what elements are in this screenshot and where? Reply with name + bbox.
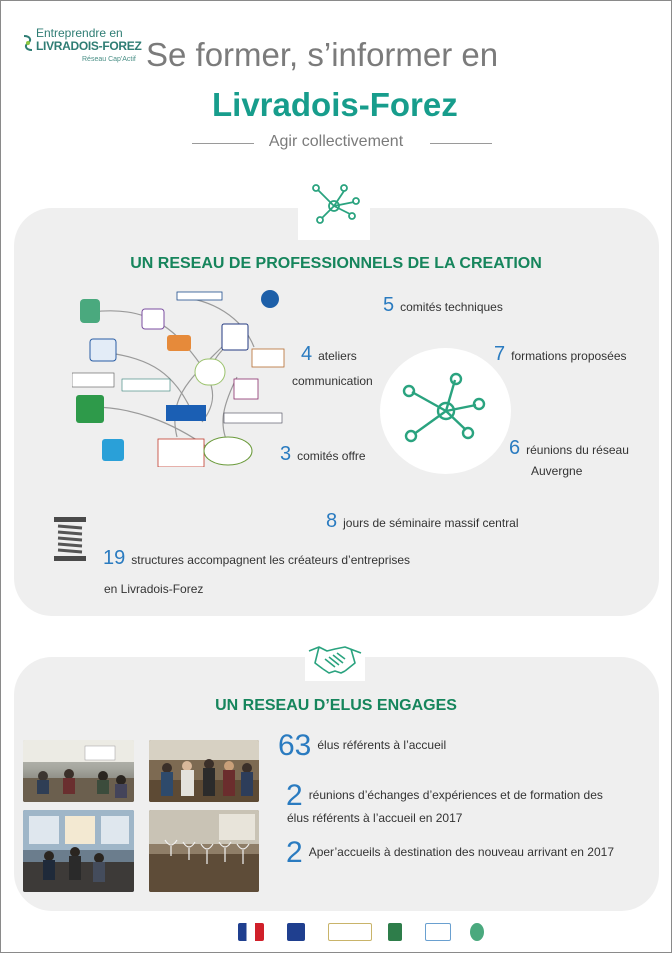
stat-formations [494, 343, 627, 366]
network-icon-box [298, 176, 370, 240]
stat-label: ateliers [318, 349, 357, 363]
stat-label: réunions d’échanges d’expériences et de formation des [308, 788, 603, 802]
network-icon-large [380, 348, 511, 474]
stat-reunions-echanges [286, 779, 603, 813]
page-title-line-1: Se former, s’informer en [146, 36, 499, 73]
photo-reception [149, 740, 259, 802]
stat-aperaccueils [286, 836, 614, 870]
footer-logo-livradois [470, 923, 484, 941]
stat-number: 3 [280, 443, 292, 465]
stat-number: 5 [383, 294, 395, 316]
photo-wine-glasses [149, 810, 259, 892]
logo-mark-icon [22, 34, 34, 52]
stat-number: 2 [286, 836, 303, 869]
stat-label: comités offre [297, 449, 366, 463]
footer-logo-europe [287, 923, 305, 941]
stat-label: formations proposées [511, 349, 627, 363]
stat-label: réunions du réseau [526, 443, 629, 457]
stat-elus [278, 729, 446, 763]
stat-number: 6 [509, 437, 521, 459]
logo-line-2: LIVRADOIS-FOREZ [36, 39, 142, 53]
logo-line-3: Réseau Cap'Actif [82, 56, 136, 63]
stat-seminaire [326, 510, 519, 533]
stat-label: structures accompagnent les créateurs d’entreprises [131, 553, 411, 567]
logo-line-1: Entreprendre en [36, 26, 123, 40]
stat-number: 2 [286, 779, 303, 812]
stat-label: jours de séminaire massif central [343, 516, 519, 530]
stat-reunions-reseau [509, 437, 629, 460]
page-subtitle: Agir collectivement [268, 133, 404, 150]
stat-ateliers [301, 343, 357, 366]
stat-number: 4 [301, 343, 313, 365]
stat-reunions-line-2: Auvergne [531, 464, 583, 478]
stat-structures [103, 547, 410, 570]
stat-ateliers-line-2: communication [292, 374, 373, 388]
footer-logo-parc [425, 923, 451, 941]
footer-logo-leader [388, 923, 402, 941]
photo-presentation [23, 810, 134, 892]
stat-reunions-echanges-line-2: élus référents à l’accueil en 2017 [287, 811, 463, 825]
footer-logo-republique [238, 923, 264, 941]
footer-logo-region [328, 923, 372, 941]
stat-number: 63 [278, 729, 312, 762]
stat-number: 19 [103, 547, 126, 569]
stat-number: 7 [494, 343, 506, 365]
stat-structures-line-2: en Livradois-Forez [104, 582, 204, 596]
page-title-line-2: Livradois-Forez [212, 86, 458, 123]
subtitle-rule-right [430, 143, 492, 144]
handshake-icon [305, 633, 365, 681]
partners-network-image [72, 287, 288, 467]
photo-meeting-room [23, 740, 134, 802]
logo [22, 26, 142, 70]
network-circle [380, 348, 511, 474]
stat-comites-offre [280, 443, 366, 466]
professionals-heading: UN RESEAU DE PROFESSIONNELS DE LA CREATION [130, 255, 542, 272]
stat-label: comités techniques [400, 300, 503, 314]
handshake-icon-box [305, 633, 365, 681]
stat-label: élus référents à l’accueil [317, 738, 447, 752]
network-icon [298, 176, 370, 240]
stat-number: 8 [326, 510, 338, 532]
stat-comites-techniques [383, 294, 503, 317]
stat-label: Aper’accueils à destination des nouveau arrivant en 2017 [308, 845, 615, 859]
spring-icon [52, 515, 88, 563]
elus-heading: UN RESEAU D’ELUS ENGAGES [215, 697, 457, 714]
